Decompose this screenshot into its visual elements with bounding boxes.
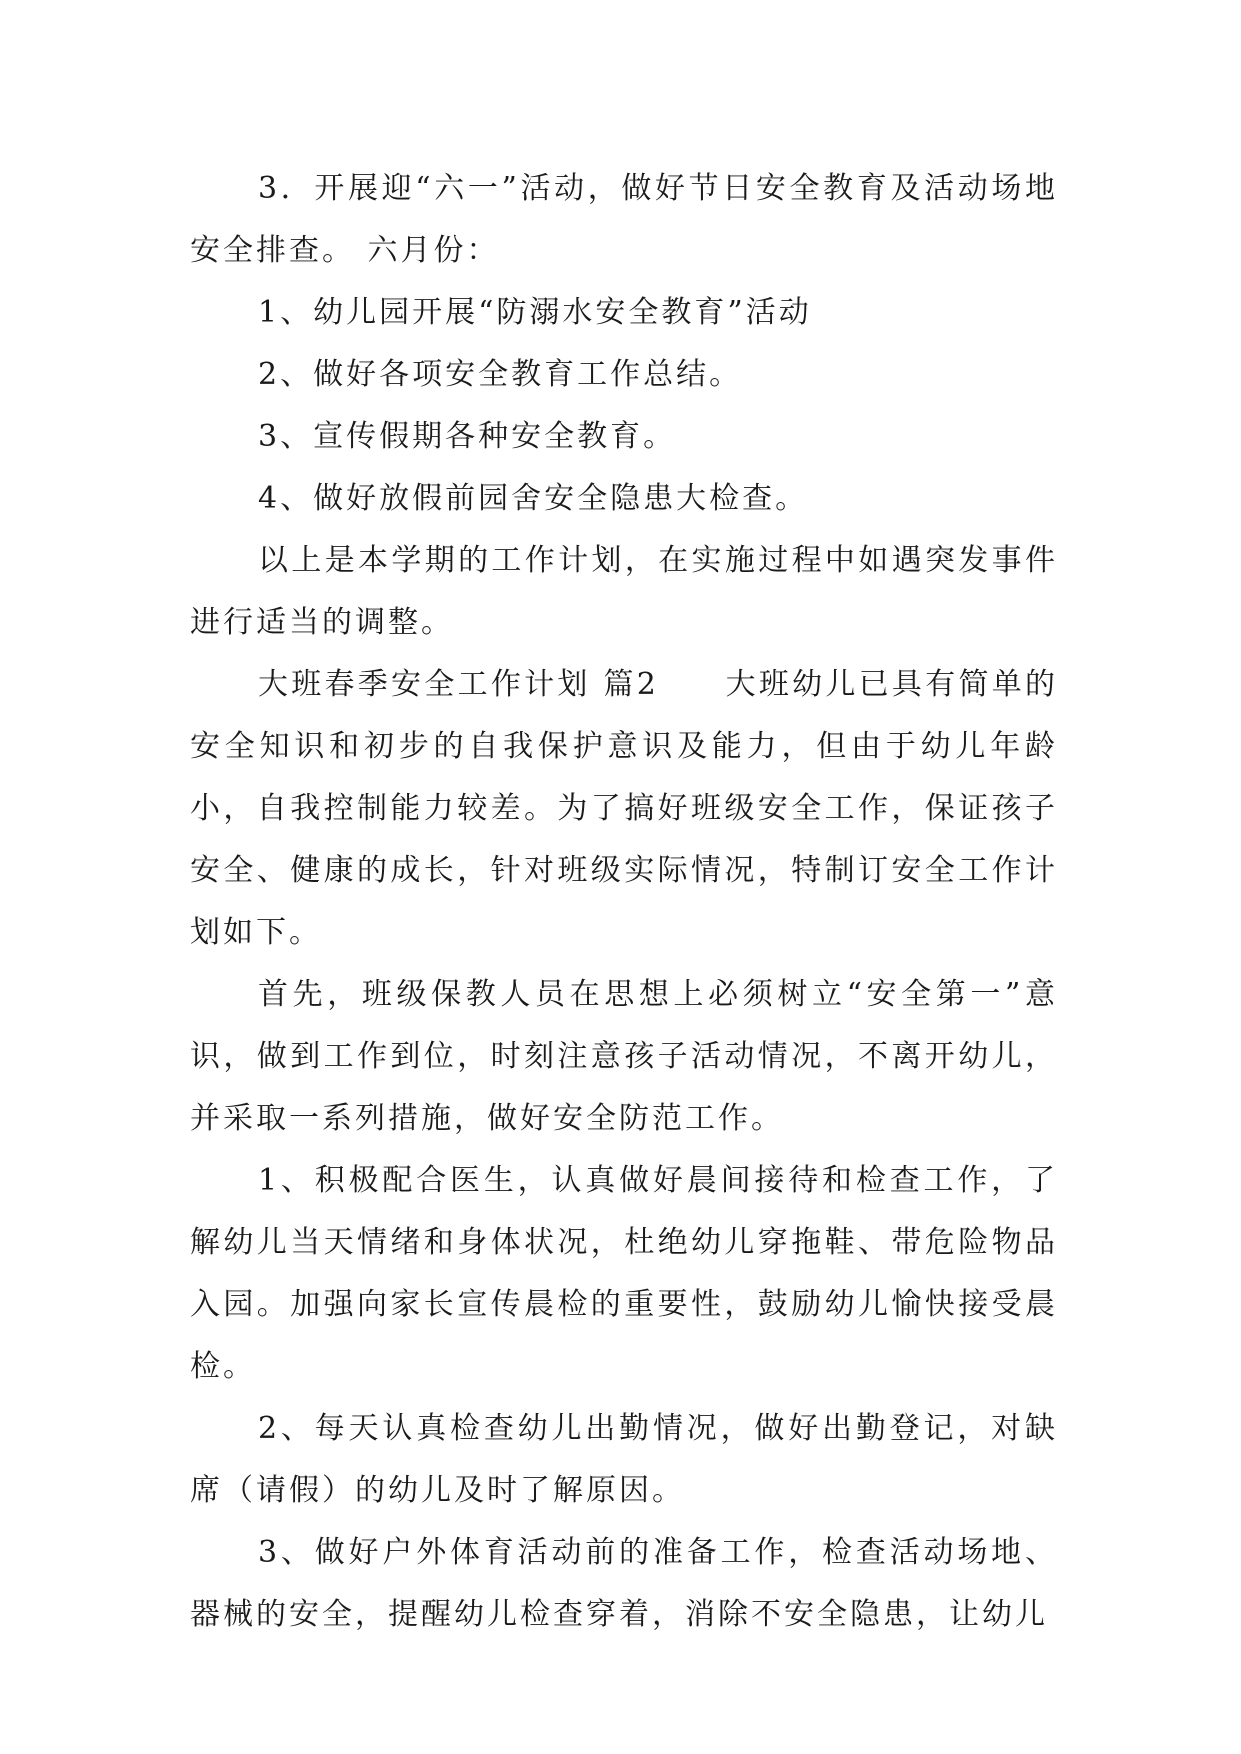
paragraph: 首先，班级保教人员在思想上必须树立“安全第一”意识，做到工作到位，时刻注意孩子活动情况，不离开幼儿，并采取一系列措施，做好安全防范工作。 (190, 977, 1058, 1136)
paragraph: 4、做好放假前园舍安全隐患大检查。 (258, 481, 809, 516)
paragraph: 3、做好户外体育活动前的准备工作，检查活动场地、器械的安全，提醒幼儿检查穿着，消除不安全隐患，让幼儿 (190, 1535, 1058, 1632)
paragraph: 1、积极配合医生，认真做好晨间接待和检查工作，了解幼儿当天情绪和身体状况，杜绝幼儿穿拖鞋、带危险物品入园。加强向家长宣传晨检的重要性，鼓励幼儿愉快接受晨检。 (190, 1163, 1058, 1384)
paragraph: 2、做好各项安全教育工作总结。 (258, 357, 743, 392)
paragraph: 1、幼儿园开展“防溺水安全教育”活动 (258, 295, 812, 330)
paragraph: 3、宣传假期各种安全教育。 (258, 419, 677, 454)
paragraph: 2、每天认真检查幼儿出勤情况，做好出勤登记，对缺席（请假）的幼儿及时了解原因。 (190, 1411, 1058, 1508)
paragraph: 以上是本学期的工作计划，在实施过程中如遇突发事件进行适当的调整。 (190, 543, 1058, 640)
document-body (190, 158, 1058, 1646)
paragraph: 大班春季安全工作计划 篇2 大班幼儿已具有简单的安全知识和初步的自我保护意识及能力，但由于幼儿年龄小，自我控制能力较差。为了搞好班级安全工作，保证孩子安全、健康的成长，针对班级实际情况，特制订安全工作计划如下。 (190, 667, 1058, 950)
paragraph: 3．开展迎“六一”活动，做好节日安全教育及活动场地安全排查。 六月份： (190, 171, 1058, 268)
